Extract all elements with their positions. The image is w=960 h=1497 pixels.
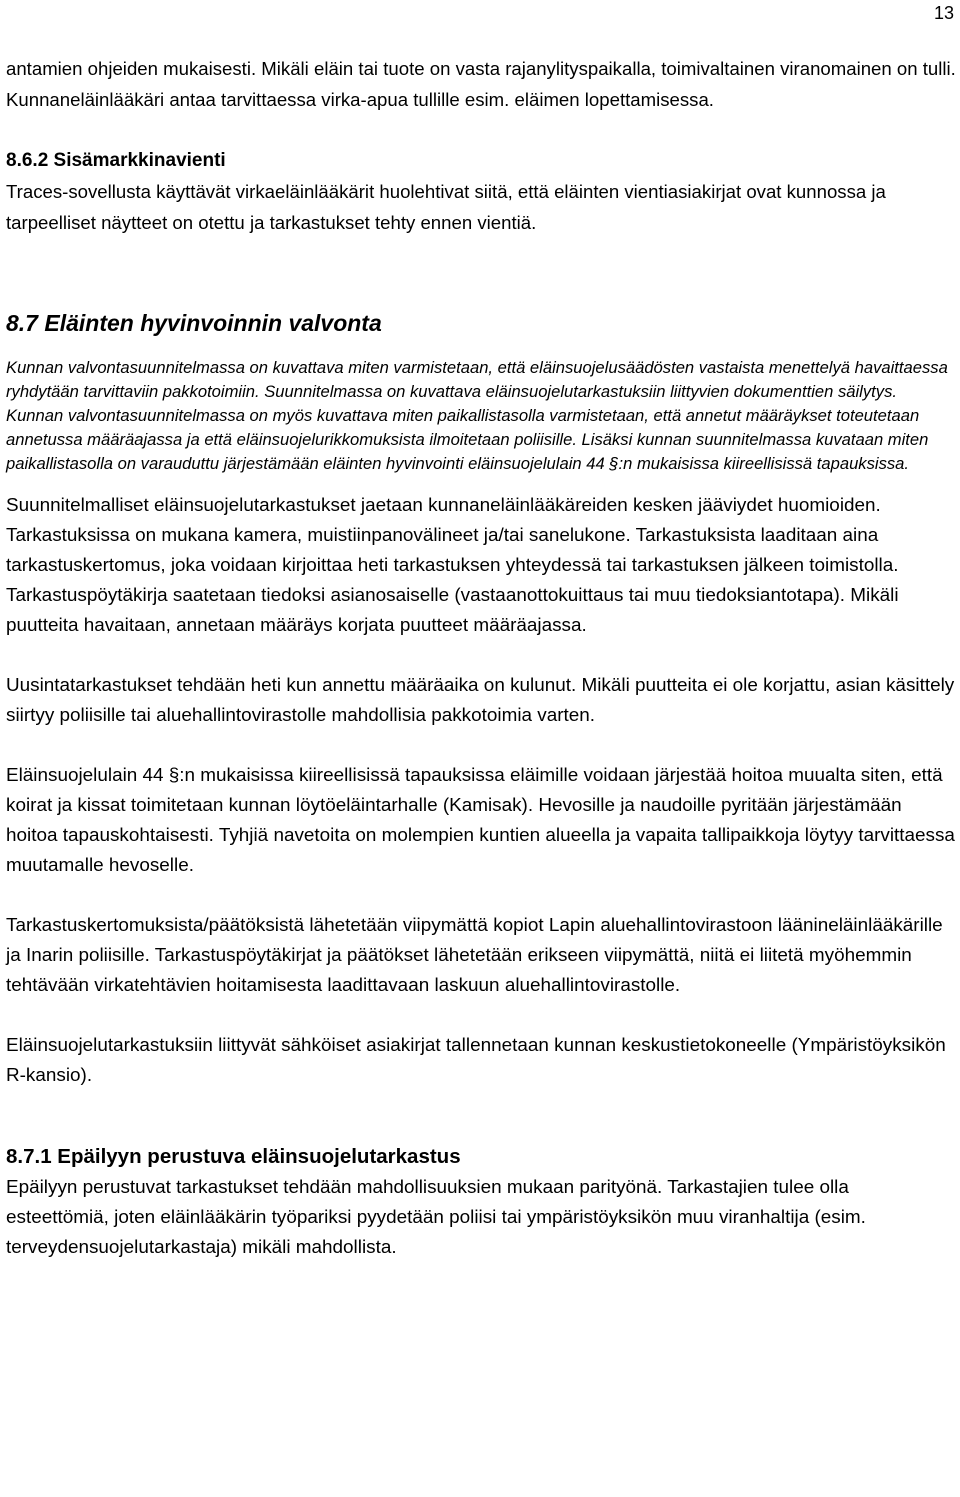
section-heading-8-7-1: 8.7.1 Epäilyyn perustuva eläinsuojelutarkastus bbox=[6, 1145, 461, 1169]
section-8-7-italic-paragraph: Kunnan valvontasuunnitelmassa on kuvattava miten varmistetaan, että eläinsuojelusäädösten vastaista menettelyä havaittaessa ryhdytään tarvittaviin pakkotoimiin. Suunnitelmassa on kuvattava eläinsuojelutarkastuksiin liittyvien dokumenttien säilytys. Kunnan valvontasuunnitelmassa on myös kuvattava miten paikallistasolla varmistetaan, että annetut määräykset toteutetaan annetussa määräajassa ja että eläinsuojelurikkomuksista ilmoitetaan poliisille. Lisäksi kunnan suunnitelmassa kuvataan miten paikallistasolla on varauduttu järjestämään eläinten hyvinvointi eläinsuojelulain 44 §:n mukaisissa kiireellisissä tapauksissa. bbox=[6, 358, 948, 473]
section-8-7-1-paragraph: Epäilyyn perustuvat tarkastukset tehdään mahdollisuuksien mukaan parityönä. Tarkastajien tulee olla esteettömiä, joten eläinlääkärin työpariksi pyydetään poliisi tai ympäristöyksikön muu viranhaltija (esim. terveydensuojelutarkastaja) mikäli mahdollista. bbox=[6, 1177, 866, 1259]
section-8-7-paragraph-3: Eläinsuojelulain 44 §:n mukaisissa kiireellisissä tapauksissa eläimille voidaan järjestää hoitoa muualta siten, että koirat ja kissat toimitetaan kunnan löytöeläintarhalle (Kamisak). Hevosille ja naudoille pyritään järjestämään hoitoa tapauskohtaisesti. Tyhjiä navetoita on molempien kuntien alueella ja vapaita tallipaikkoja löytyy tarvittaessa muutamalle hevoselle. bbox=[6, 765, 955, 877]
intro-paragraph: antamien ohjeiden mukaisesti. Mikäli eläin tai tuote on vasta rajanylityspaikalla, toimivaltainen viranomainen on tulli. Kunnaneläinlääkäri antaa tarvittaessa virka-apua tullille esim. eläimen lopettamisessa. bbox=[6, 58, 956, 110]
section-heading-8-6-2: 8.6.2 Sisämarkkinavienti bbox=[6, 150, 226, 172]
section-8-7-paragraph-1: Suunnitelmalliset eläinsuojelutarkastukset jaetaan kunnaneläinlääkäreiden kesken jääviydet huomioiden. Tarkastuksissa on mukana kamera, muistiinpanovälineet ja/tai sanelukone. Tarkastuksista laaditaan aina tarkastuskertomus, joka voidaan kirjoittaa heti tarkastuksen yhteydessä tai tarkastuksen jälkeen toimistolla. Tarkastuspöytäkirja saatetaan tiedoksi asianosaiselle (vastaanottokuittaus tai muu tiedoksiantotapa). Mikäli puutteita havaitaan, annetaan määräys korjata puutteet määräajassa. bbox=[6, 495, 899, 637]
section-8-7-paragraph-2: Uusintatarkastukset tehdään heti kun annettu määräaika on kulunut. Mikäli puutteita ei ole korjattu, asian käsittely siirtyy poliisille tai aluehallintovirastolle mahdollisia pakkotoimia varten. bbox=[6, 675, 955, 727]
section-8-7-paragraph-5: Eläinsuojelutarkastuksiin liittyvät sähköiset asiakirjat tallennetaan kunnan keskustietokoneelle (Ympäristöyksikön R-kansio). bbox=[6, 1035, 946, 1087]
section-8-7-paragraph-4: Tarkastuskertomuksista/päätöksistä lähetetään viipymättä kopiot Lapin aluehallintovirastoon lääninеläinlääkärille ja Inarin poliisille. Tarkastuspöytäkirjat ja päätökset lähetetään erikseen viipymättä, niitä ei liitetä myöhemmin tehtävään virkatehtävien hoitamisesta laadittavaan laskuun aluehallintovirastolle. bbox=[6, 915, 943, 997]
section-8-6-2-paragraph: Traces-sovellusta käyttävät virkaeläinlääkärit huolehtivat siitä, että eläinten vientiasiakirjat ovat kunnossa ja tarpeelliset näytteet on otettu ja tarkastukset tehty ennen vientiä. bbox=[6, 181, 886, 233]
section-heading-8-7: 8.7 Eläinten hyvinvoinnin valvonta bbox=[6, 310, 382, 337]
page-number: 13 bbox=[933, 3, 954, 23]
document-body bbox=[6, 54, 956, 1263]
